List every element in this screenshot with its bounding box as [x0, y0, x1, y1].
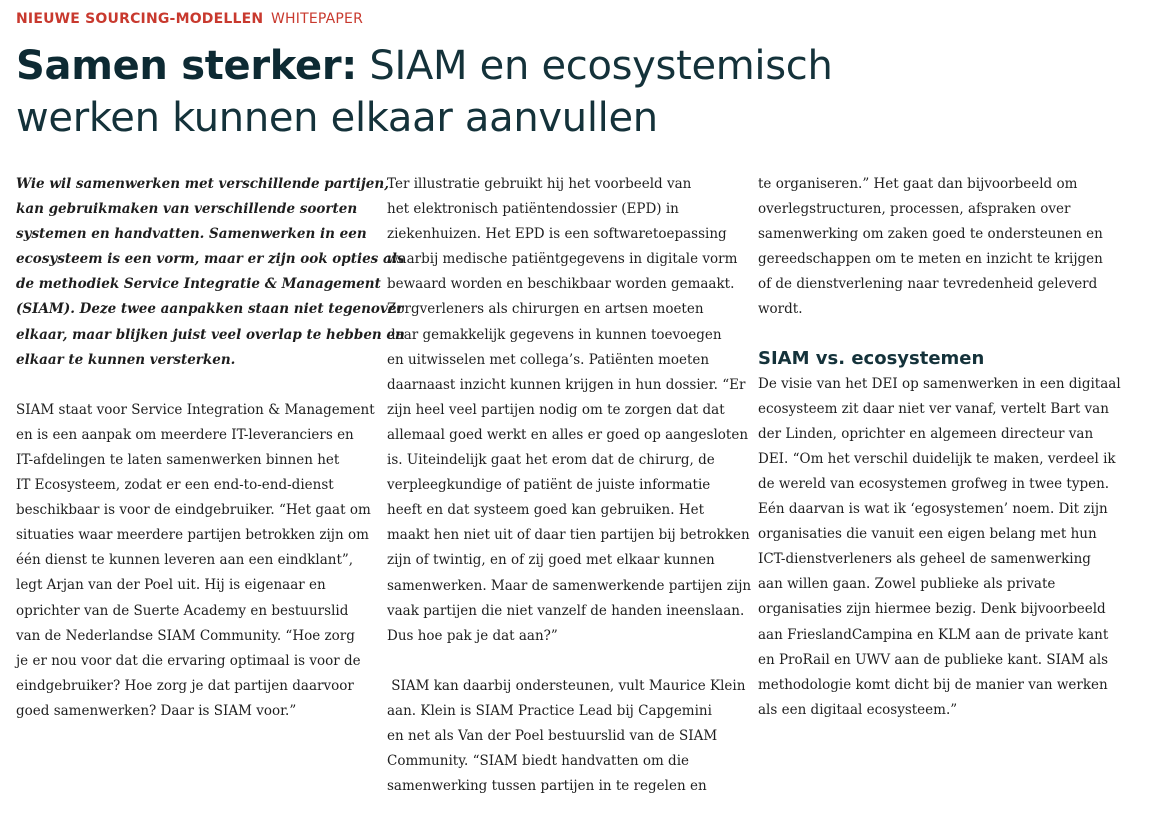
title-line2: werken kunnen elkaar aanvullen	[16, 95, 658, 141]
column-3	[758, 172, 1121, 723]
text-line: samenwerking tussen partijen in te regelen en	[387, 778, 707, 795]
column-1	[16, 172, 405, 724]
text-line: SIAM staat voor Service Integration & Management	[16, 401, 375, 418]
text-line: Dus hoe pak je dat aan?”	[387, 627, 558, 644]
text-line: en ProRail en UWV aan de publieke kant. SIAM als	[758, 651, 1109, 668]
text-line: organisaties zijn hiermee bezig. Denk bijvoorbeeld	[758, 601, 1106, 618]
text-line: Wie wil samenwerken met verschillende partijen,	[16, 176, 389, 192]
text-line: methodologie komt dicht bij de manier van werken	[758, 676, 1108, 693]
text-line: elkaar te kunnen versterken.	[16, 351, 236, 368]
text-line: samenwerking om zaken goed te ondersteunen en	[758, 226, 1103, 243]
text-line: als een digitaal ecosysteem.”	[758, 701, 958, 718]
text-line: aan. Klein is SIAM Practice Lead bij Capgemini	[387, 702, 712, 719]
text-line: verpleegkundige of patiënt de juiste informatie	[387, 477, 711, 494]
title-rest: SIAM en ecosystemisch	[356, 43, 833, 89]
text-line: eindgebruiker? Hoe zorg je dat partijen daarvoor	[16, 677, 354, 694]
col3-paragraph-2	[758, 372, 1121, 723]
text-line: overlegstructuren, processen, afspraken over	[758, 201, 1071, 218]
article-title	[16, 40, 1016, 144]
text-line: is. Uiteindelijk gaat het erom dat de chirurg, de	[387, 452, 715, 469]
text-line: kan gebruikmaken van verschillende soorten	[16, 201, 358, 218]
text-line: waarbij medische patiëntgegevens in digitale vorm	[387, 251, 738, 268]
text-line: je er nou voor dat die ervaring optimaal is voor de	[16, 652, 361, 669]
text-line: (SIAM). Deze twee aanpakken staan niet tegenover	[16, 301, 404, 318]
title-bold: Samen sterker:	[16, 43, 357, 89]
col2-paragraph-2	[387, 674, 746, 799]
intro-lead	[16, 172, 405, 373]
text-line: van de Nederlandse SIAM Community. “Hoe zorg	[16, 627, 355, 644]
text-line: Zorgverleners als chirurgen en artsen moeten	[387, 301, 704, 318]
text-line: wordt.	[758, 301, 803, 318]
text-line: zijn heel veel partijen nodig om te zorgen dat dat	[387, 401, 725, 418]
col1-body	[16, 398, 375, 724]
text-line: ziekenhuizen. Het EPD is een softwaretoepassing	[387, 226, 727, 243]
text-line: DEI. “Om het verschil duidelijk te maken, verdeel ik	[758, 450, 1116, 467]
text-line: heeft en dat systeem goed kan gebruiken. Het	[387, 502, 705, 519]
text-line: de wereld van ecosystemen grofweg in twee typen.	[758, 475, 1110, 492]
text-line: aan willen gaan. Zowel publieke als private	[758, 576, 1056, 593]
section-kicker	[16, 11, 363, 27]
text-line: of de dienstverlening naar tevredenheid geleverd	[758, 276, 1098, 293]
text-line: der Linden, oprichter en algemeen directeur van	[758, 425, 1094, 442]
text-line: en uitwisselen met collega’s. Patiënten moeten	[387, 351, 710, 368]
text-line: gereedschappen om te meten en inzicht te krijgen	[758, 251, 1103, 268]
text-line: het elektronisch patiëntendossier (EPD) in	[387, 201, 679, 218]
text-line: daar gemakkelijk gegevens in kunnen toevoegen	[387, 326, 722, 343]
text-line: legt Arjan van der Poel uit. Hij is eigenaar en	[16, 577, 326, 594]
text-line: bewaard worden en beschikbaar worden gemaakt.	[387, 276, 735, 293]
text-line: IT Ecosysteem, zodat er een end-to-end-dienst	[16, 477, 334, 494]
text-line: te organiseren.” Het gaat dan bijvoorbeeld om	[758, 176, 1078, 192]
col2-paragraph-1	[387, 172, 752, 649]
text-line: goed samenwerken? Daar is SIAM voor.”	[16, 702, 297, 719]
text-line: één dienst te kunnen leveren aan een eindklant”,	[16, 552, 354, 569]
text-line: vaak partijen die niet vanzelf de handen ineenslaan.	[387, 602, 745, 619]
text-line: elkaar, maar blijken juist veel overlap te hebben en	[16, 326, 405, 343]
paragraph-gap	[16, 373, 356, 398]
column-2	[387, 172, 752, 799]
text-line: De visie van het DEI op samenwerken in een digitaal	[758, 375, 1121, 392]
text-line: zijn of twintig, en of zij goed met elkaar kunnen	[387, 552, 715, 569]
text-line: maakt hen niet uit of daar tien partijen bij betrokken	[387, 527, 750, 544]
text-line: en is een aanpak om meerdere IT-leveranciers en	[16, 426, 354, 443]
text-line: situaties waar meerdere partijen betrokken zijn om	[16, 527, 369, 544]
text-line: Eén daarvan is wat ik ‘egosystemen’ noem. Dit zijn	[758, 501, 1108, 518]
text-line: aan FrieslandCampina en KLM aan de private kant	[758, 626, 1109, 643]
text-line: samenwerken. Maar de samenwerkende partijen zijn	[387, 577, 752, 594]
text-line: ecosysteem is een vorm, maar er zijn ook opties als	[16, 251, 405, 268]
text-line: de methodiek Service Integratie & Management	[16, 276, 381, 293]
text-line: systemen en handvatten. Samenwerken in een	[16, 226, 367, 243]
text-line: IT-afdelingen te laten samenwerken binnen het	[16, 451, 340, 468]
text-line: ecosysteem zit daar niet ver vanaf, vertelt Bart van	[758, 400, 1109, 417]
content-type-label: WHITEPAPER	[270, 11, 364, 27]
text-line: organisaties die vanuit een eigen belang met hun	[758, 526, 1097, 543]
text-line: ICT-dienstverleners als geheel de samenwerking	[758, 551, 1091, 568]
text-line: en net als Van der Poel bestuurslid van de SIAM	[387, 727, 718, 744]
text-line: daarnaast inzicht kunnen krijgen in hun dossier. “Er	[387, 376, 746, 393]
text-line: Community. “SIAM biedt handvatten om die	[387, 753, 690, 770]
text-line: allemaal goed werkt en alles er goed op aangesloten	[387, 426, 749, 443]
text-line: beschikbaar is voor de eindgebruiker. “Het gaat om	[16, 502, 371, 519]
text-line: SIAM kan daarbij ondersteunen, vult Maurice Klein	[387, 677, 746, 694]
text-line: oprichter van de Suerte Academy en bestuurslid	[16, 602, 349, 619]
paragraph-gap	[387, 649, 727, 674]
section-label: NIEUWE SOURCING-MODELLEN	[16, 11, 264, 27]
section-subheading: SIAM vs. ecosystemen	[758, 347, 985, 369]
col3-paragraph-1	[758, 172, 1103, 323]
text-line: Ter illustratie gebruikt hij het voorbeeld van	[387, 176, 692, 192]
